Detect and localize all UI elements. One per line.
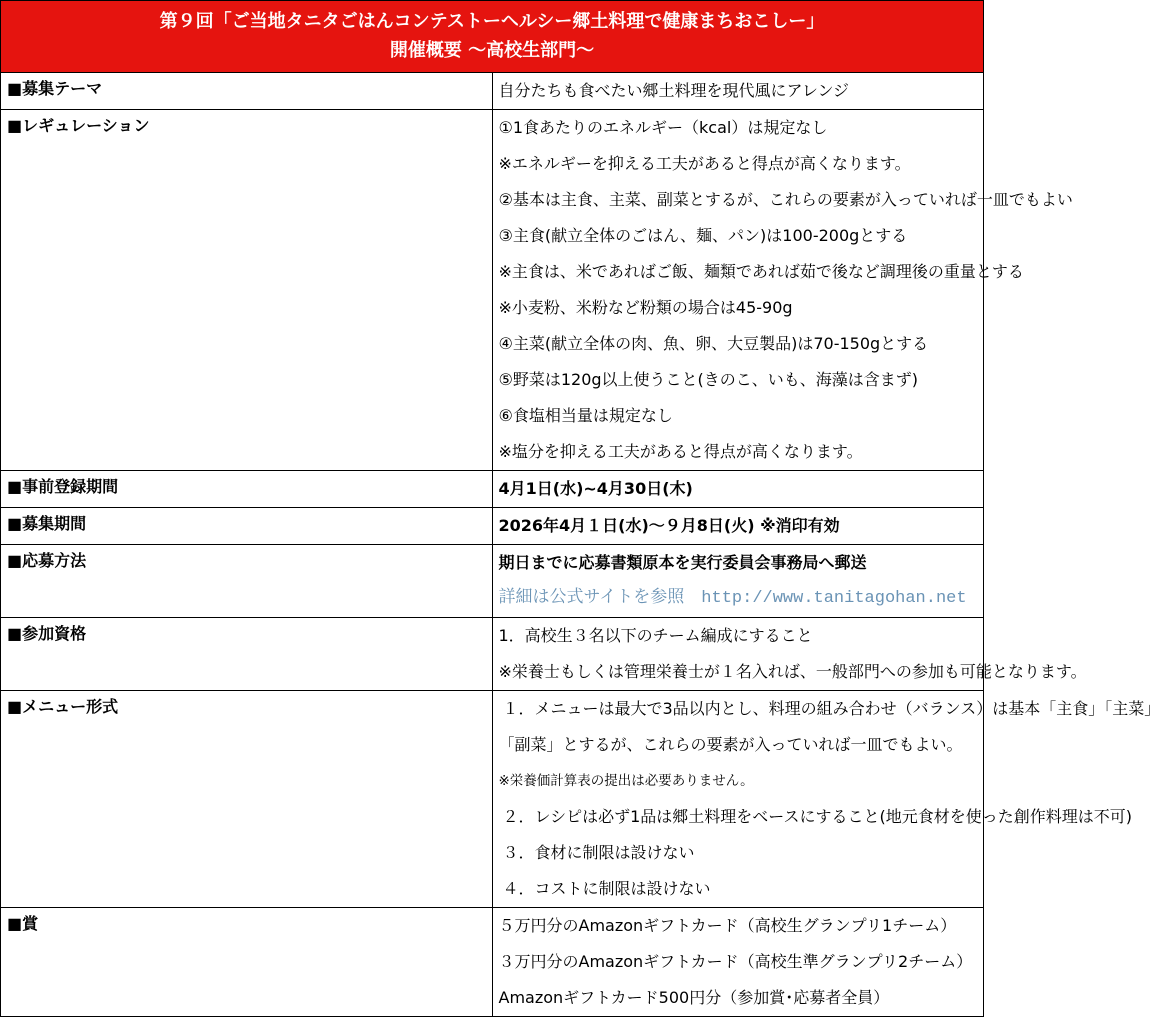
regulation-line: ③主食(献立全体のごはん、麺、パン)は100-200gとする [498, 226, 908, 245]
eligibility-line: 1．高校生３名以下のチーム編成にすること [498, 626, 813, 645]
value-submission-period [492, 508, 984, 545]
regulation-line: ※塩分を抑える工夫があると得点が高くなります。 [498, 442, 863, 461]
menu-format-note: ※栄養価計算表の提出は必要ありません。 [498, 773, 754, 789]
label-submission-period: ■募集期間 [1, 508, 493, 545]
menu-format-line: 「副菜」とするが、これらの要素が入っていれば一皿でもよい。 [498, 735, 963, 754]
label-theme: ■募集テーマ [1, 73, 493, 110]
regulation-line: ※小麦粉、米粉など粉類の場合は45-90g [498, 298, 793, 317]
label-eligibility: ■参加資格 [1, 618, 493, 691]
label-menu-format: ■メニュー形式 [1, 691, 493, 908]
regulation-line: ②基本は主食、主菜、副菜とするが、これらの要素が入っていれば一皿でもよい [498, 190, 1073, 209]
value-application-method [492, 545, 984, 618]
theme-text: 自分たちも食べたい郷土料理を現代風にアレンジ [498, 81, 850, 100]
menu-format-line: １．メニューは最大で3品以内とし、料理の組み合わせ（バランス）は基本「主食」「主菜」 [502, 699, 1160, 718]
row-pre-registration [1, 471, 984, 508]
regulation-line: ※主食は、米であればご飯、麺類であれば茹で後など調理後の重量とする [498, 262, 1024, 281]
header-title-line2: 開催概要 ～高校生部門～ [389, 40, 595, 61]
pre-registration-period: 4月1日(水)~4月30日(木) [498, 479, 693, 498]
value-pre-registration [492, 471, 984, 508]
value-eligibility [492, 618, 1087, 691]
label-prizes: ■賞 [1, 908, 493, 1017]
row-theme [1, 73, 984, 110]
row-prizes [1, 908, 984, 1017]
value-regulation [492, 110, 1073, 471]
row-submission-period [1, 508, 984, 545]
menu-format-line: ３．食材に制限は設けない [502, 843, 695, 862]
regulation-line: ①1食あたりのエネルギー（kcal）は規定なし [498, 118, 828, 137]
prize-line: ５万円分のAmazonギフトカード（高校生グランプリ1チーム） [498, 916, 957, 935]
header-title-line1: 第９回「ご当地タニタごはんコンテストーヘルシー郷土料理で健康まちおこしー」 [159, 11, 825, 32]
menu-format-line: ２．レシピは必ず1品は郷土料理をベースにすること(地元食材を使った創作料理は不可) [502, 807, 1132, 826]
row-menu-format [1, 691, 984, 908]
value-theme [492, 73, 984, 110]
regulation-line: ※エネルギーを抑える工夫があると得点が高くなります。 [498, 154, 911, 173]
prize-line: Amazonギフトカード500円分（参加賞･応募者全員） [498, 988, 890, 1007]
submission-period: 2026年4月１日(水)～９月8日(火) ※消印有効 [498, 516, 840, 535]
regulation-line: ④主菜(献立全体の肉、魚、卵、大豆製品)は70-150gとする [498, 334, 929, 353]
label-pre-registration: ■事前登録期間 [1, 471, 493, 508]
regulation-line: ⑥食塩相当量は規定なし [498, 406, 673, 425]
eligibility-line: ※栄養士もしくは管理栄養士が１名入れば、一般部門への参加も可能となります。 [498, 662, 1087, 681]
official-site-link[interactable]: 詳細は公式サイトを参照 http://www.tanitagohan.net [498, 589, 967, 608]
application-method-text: 期日までに応募書類原本を実行委員会事務局へ郵送 [498, 553, 867, 572]
label-application-method: ■応募方法 [1, 545, 493, 618]
prize-line: ３万円分のAmazonギフトカード（高校生準グランプリ2チーム） [498, 952, 973, 971]
row-regulation [1, 110, 984, 471]
table-header [1, 1, 984, 73]
value-menu-format [492, 691, 1160, 908]
row-application-method [1, 545, 984, 618]
value-prizes [492, 908, 984, 1017]
label-regulation: ■レギュレーション [1, 110, 493, 471]
menu-format-line: ４．コストに制限は設けない [502, 879, 711, 898]
regulation-line: ⑤野菜は120g以上使うこと(きのこ、いも、海藻は含まず) [498, 370, 919, 389]
row-eligibility [1, 618, 984, 691]
